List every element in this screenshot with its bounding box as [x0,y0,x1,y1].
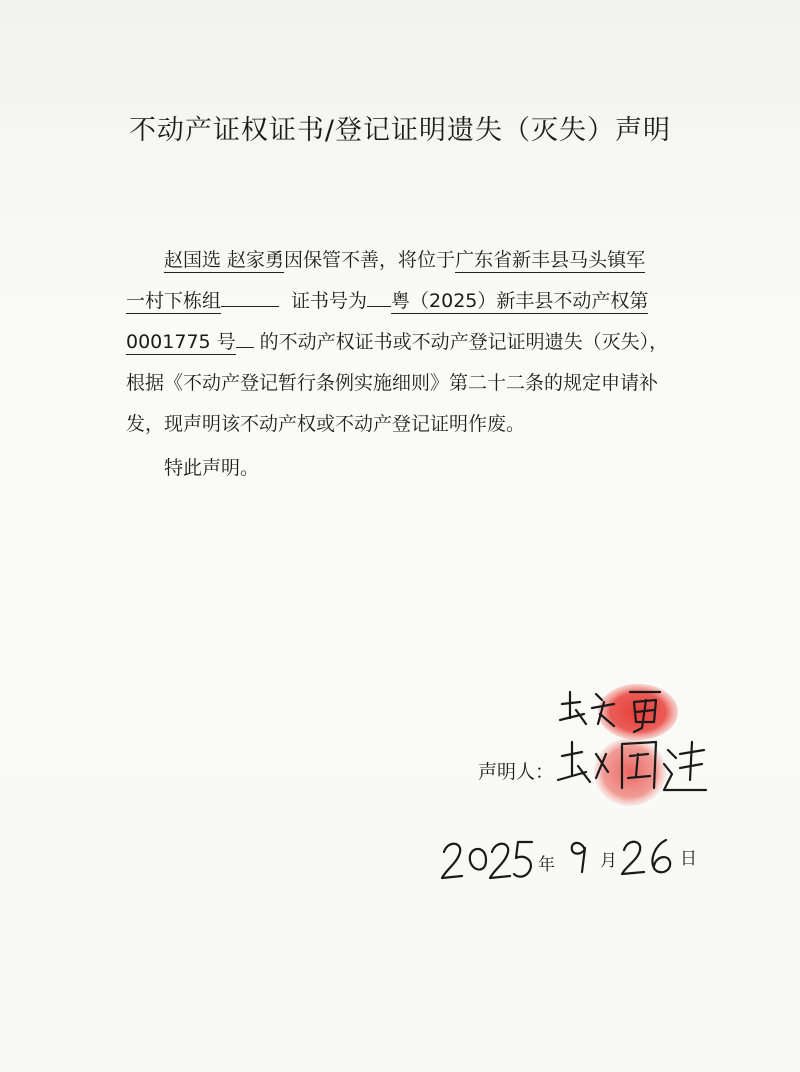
body-line-5: 发，现声明该不动产权或不动产登记证明作废。 [126,413,526,435]
handwritten-month [566,838,592,874]
certificate-number-part-1: 粤（2025）新丰县不动产权第 [391,290,649,312]
property-address-part-2: 一村下栋组 [126,290,222,312]
property-address-part-1: 广东省新丰县马头镇军 [455,249,646,271]
body-text-3: 的不动产权证书或不动产登记证明遗失（灭失）， [259,331,669,353]
certificate-number-part-2: 0001775 号 [126,331,236,353]
closing-statement: 特此声明。 [164,457,260,479]
underline-blank [367,284,391,307]
signature-zhao-jiayong [556,680,696,740]
body-text-1: 因保管不善，将位于 [284,249,456,271]
body-line-1 [126,240,696,281]
statement-body [126,240,696,445]
body-line-2 [126,281,696,322]
signing-date [440,830,740,890]
body-line-4: 根据《不动产登记暂行条例实施细则》第二十二条的规定申请补 [126,372,659,394]
document-title: 不动产证权证书/登记证明遗失（灭失）声明 [128,115,672,146]
body-text-2: 证书号为 [291,290,368,312]
handwritten-day [620,836,682,876]
body-line-3 [126,322,696,363]
declarant-names: 赵国选 赵家勇 [164,249,285,271]
signature-zhao-guoxuan [556,732,716,802]
underline-blank [236,325,254,348]
handwritten-year [440,834,536,884]
declarant-label: 声明人： [478,761,555,783]
day-label: 日 [680,849,697,869]
underline-blank [221,284,279,307]
month-label: 月 [600,851,617,871]
year-label: 年 [538,855,555,875]
